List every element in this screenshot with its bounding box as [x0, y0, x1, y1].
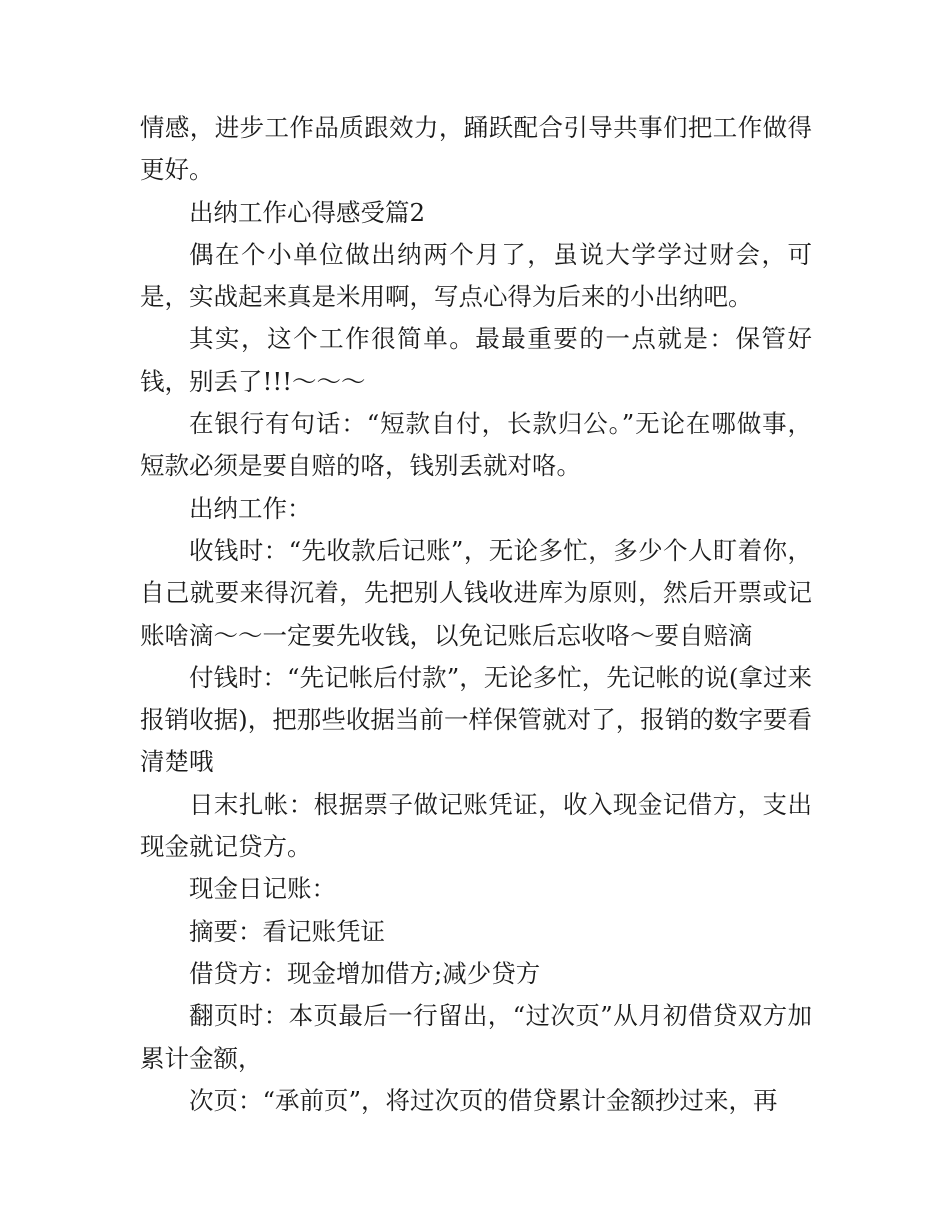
paragraph: 摘要：看记账凭证 — [189, 916, 385, 946]
paragraph: 情感，进步工作品质跟效力，踊跃配合引导共事们把工作做得更好。 — [140, 113, 812, 185]
paragraph: 出纳工作： — [189, 493, 312, 523]
paragraph: 收钱时：“先收款后记账”，无论多忙，多少个人盯着你，自己就要来得沉着，先把别人钱收进库为原则，然后开票或记账啥滴～～一定要先收钱，以免记账后忘收咯～要自赔滴 — [140, 535, 812, 650]
document-body — [140, 107, 812, 1122]
paragraph: 现金日记账： — [189, 874, 336, 904]
paragraph: 在银行有句话：“短款自付，长款归公。”无论在哪做事，短款必须是要自赔的咯，钱别丢就对咯。 — [140, 409, 812, 481]
paragraph: 付钱时：“先记帐后付款”，无论多忙，先记帐的说(拿过来报销收据)，把那些收据当前一样保管就对了，报销的数字要看清楚哦 — [140, 662, 812, 777]
paragraph: 其实，这个工作很简单。最最重要的一点就是：保管好钱，别丢了!!!～～～ — [140, 324, 812, 396]
paragraph: 翻页时：本页最后一行留出，“过次页”从月初借贷双方加累计金额， — [140, 1001, 812, 1073]
section-heading: 出纳工作心得感受篇2 — [189, 197, 426, 227]
paragraph: 偶在个小单位做出纳两个月了，虽说大学学过财会，可是，实战起来真是米用啊，写点心得为后来的小出纳吧。 — [140, 239, 812, 312]
paragraph: 日末扎帐：根据票子做记账凭证，收入现金记借方，支出现金就记贷方。 — [140, 789, 812, 862]
paragraph: 借贷方：现金增加借方;减少贷方 — [189, 958, 541, 988]
paragraph: 次页：“承前页”，将过次页的借贷累计金额抄过来，再 — [189, 1085, 778, 1115]
